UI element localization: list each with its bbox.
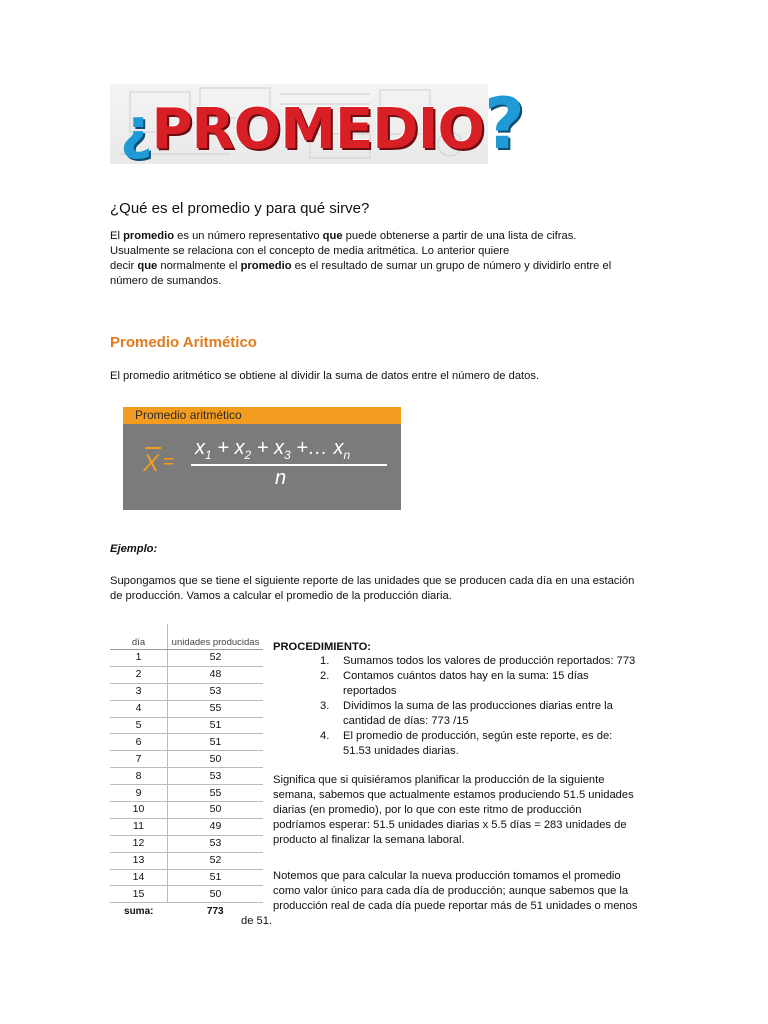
sum-label: suma:: [124, 905, 154, 917]
example-line: de producción. Vamos a calcular el promedio de la producción diaria.: [110, 590, 452, 602]
formula-image: [123, 407, 401, 510]
intro-line: Usualmente se relaciona con el concepto de media aritmética. Lo anterior quiere: [110, 245, 510, 257]
example-line: Supongamos que se tiene el siguiente reporte de las unidades que se producen cada día en una estación: [110, 575, 635, 587]
day-cell: 8: [110, 768, 168, 785]
units-cell: 49: [168, 818, 264, 835]
formula-equals: =: [163, 451, 175, 473]
step-text: Sumamos todos los valores de producción reportados: 773: [343, 655, 636, 667]
section-text: El promedio aritmético se obtiene al dividir la suma de datos entre el número de datos.: [110, 370, 540, 382]
units-cell: 48: [168, 666, 264, 683]
procedure-step: [320, 699, 660, 729]
units-cell: 53: [168, 768, 264, 785]
day-cell: 11: [110, 818, 168, 835]
sum-value: 773: [206, 905, 224, 917]
example-label: Ejemplo:: [110, 543, 158, 555]
day-cell: 13: [110, 852, 168, 869]
table-row: [110, 852, 263, 869]
note-paragraph: [273, 869, 693, 914]
production-table: [110, 624, 263, 919]
units-cell: 53: [168, 683, 264, 700]
units-cell: 55: [168, 700, 264, 717]
column-header-units: unidades producidas: [168, 624, 264, 650]
day-cell: 7: [110, 751, 168, 768]
table-row: [110, 650, 263, 667]
step-text: cantidad de días: 773 /15: [343, 715, 469, 727]
day-cell: 1: [110, 650, 168, 667]
table-row: [110, 768, 263, 785]
step-number: 4.: [320, 730, 330, 742]
table-row: [110, 683, 263, 700]
day-cell: 10: [110, 802, 168, 819]
step-number: 1.: [320, 655, 330, 667]
day-cell: 9: [110, 785, 168, 802]
formula-mean-symbol: X: [143, 450, 159, 478]
table-row: [110, 835, 263, 852]
intro-line: decir que normalmente el promedio es el resultado de sumar un grupo de número y dividirlo entre el: [110, 260, 612, 272]
step-text: reportados: [343, 685, 397, 697]
note-line: como valor único para cada día de producción; aunque sabemos que la: [273, 885, 629, 897]
table-row: [110, 717, 263, 734]
units-cell: 53: [168, 835, 264, 852]
formula-numerator: $x_1 + x_2 + x_3$ +… $x_n$: [195, 437, 351, 462]
note-line: de 51.: [241, 915, 273, 927]
day-cell: 2: [110, 666, 168, 683]
table-row: [110, 700, 263, 717]
units-cell: 50: [168, 751, 264, 768]
conclusion-line: semana, sabemos que actualmente estamos produciendo 51.5 unidades: [273, 789, 634, 801]
conclusion-line: Significa que si quisiéramos planificar la producción de la siguiente: [273, 774, 605, 786]
units-cell: 50: [168, 802, 264, 819]
table-row: [110, 734, 263, 751]
formula-denominator: n: [275, 467, 287, 489]
table-row: [110, 802, 263, 819]
conclusion-line: podríamos esperar: 51.5 unidades diarias x 5.5 días = 283 unidades de: [273, 819, 627, 831]
day-cell: 12: [110, 835, 168, 852]
conclusion-line: diarias (en promedio), por lo que con este ritmo de producción: [273, 804, 582, 816]
day-cell: 4: [110, 700, 168, 717]
units-cell: 51: [168, 717, 264, 734]
units-cell: 52: [168, 650, 264, 667]
step-number: 2.: [320, 670, 330, 682]
units-cell: 55: [168, 785, 264, 802]
section-heading: Promedio Aritmético: [110, 334, 257, 351]
step-text: Contamos cuántos datos hay en la suma: 15 días: [343, 670, 589, 682]
table-row: [110, 785, 263, 802]
procedure-step: [320, 669, 660, 699]
units-cell: 51: [168, 734, 264, 751]
page-title: ¿Qué es el promedio y para qué sirve?: [110, 200, 370, 217]
day-cell: 6: [110, 734, 168, 751]
banner-title: ¿PROMEDIO?: [120, 83, 524, 165]
table-row: [110, 818, 263, 835]
day-cell: 5: [110, 717, 168, 734]
table-row: [110, 886, 263, 903]
procedure-steps: [320, 654, 660, 759]
formula-header: Promedio aritmético: [123, 407, 401, 424]
units-cell: 51: [168, 869, 264, 886]
intro-paragraph: [110, 229, 670, 289]
procedure-title: PROCEDIMIENTO:: [273, 641, 371, 653]
example-paragraph: [110, 574, 670, 604]
promedio-banner-image: [110, 83, 524, 165]
day-cell: 3: [110, 683, 168, 700]
procedure-step: [320, 729, 660, 759]
units-cell: 50: [168, 886, 264, 903]
conclusion-line: producto al finalizar la semana laboral.: [273, 834, 465, 846]
step-text: 51.53 unidades diarias.: [343, 745, 459, 757]
intro-line: El promedio es un número representativo que puede obtenerse a partir de una lista de cifras.: [110, 230, 577, 242]
column-header-day: día: [110, 624, 168, 650]
conclusion-paragraph: [273, 773, 673, 848]
step-text: Dividimos la suma de las producciones diarias entre la: [343, 700, 613, 712]
step-number: 3.: [320, 700, 330, 712]
day-cell: 15: [110, 886, 168, 903]
table-row: [110, 751, 263, 768]
day-cell: 14: [110, 869, 168, 886]
formula-fraction-bar: [191, 464, 387, 466]
units-cell: 52: [168, 852, 264, 869]
procedure-step: [320, 654, 660, 669]
table-header-row: [110, 624, 263, 650]
table-row: [110, 666, 263, 683]
note-line: producción real de cada día puede reportar más de 51 unidades o menos: [273, 900, 638, 912]
intro-line: número de sumandos.: [110, 275, 222, 287]
step-text: El promedio de producción, según este reporte, es de:: [343, 730, 613, 742]
note-line: Notemos que para calcular la nueva producción tomamos el promedio: [273, 870, 621, 882]
table-row: [110, 869, 263, 886]
